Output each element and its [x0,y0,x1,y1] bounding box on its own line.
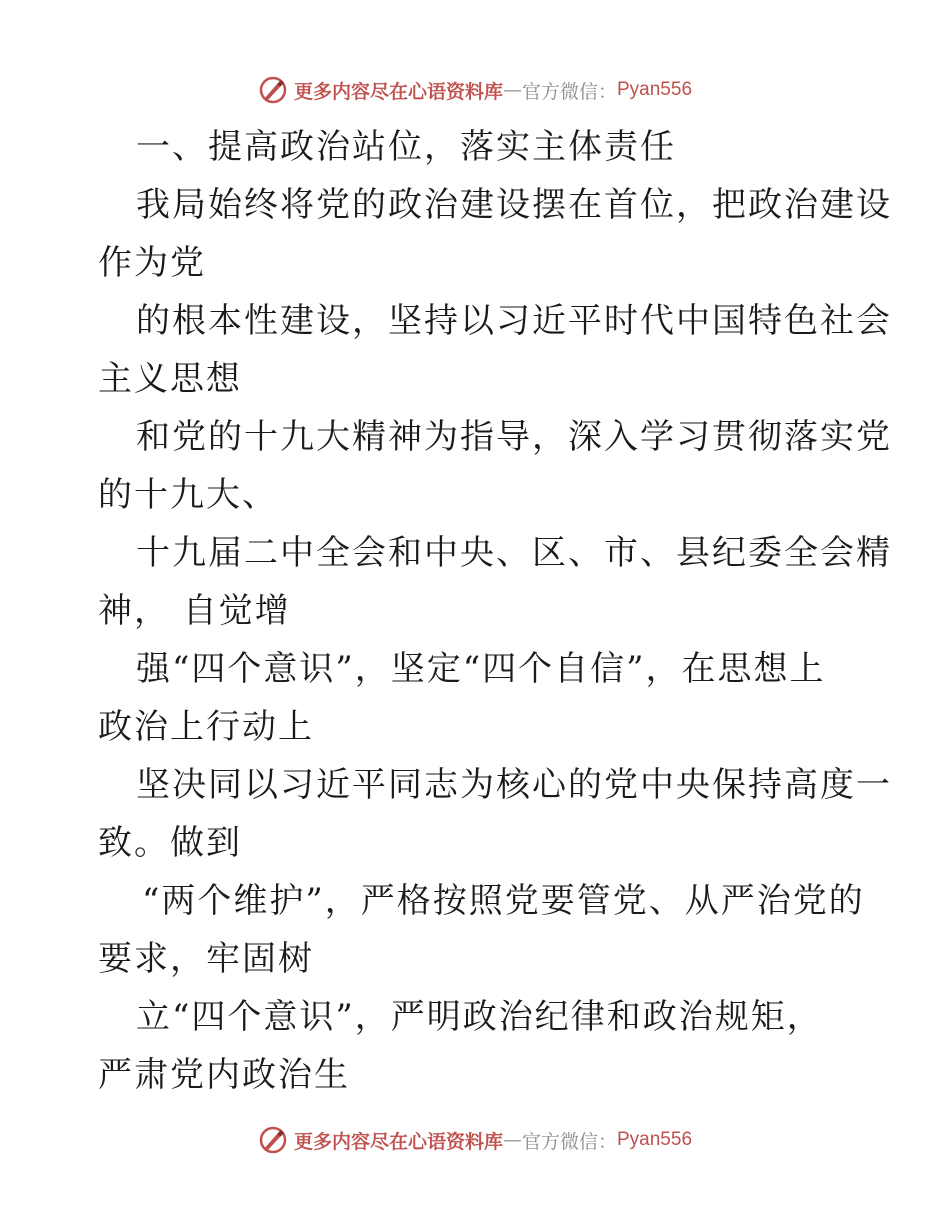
header-watermark [0,70,950,110]
paragraph-line: 的十九大、 [98,475,278,515]
paragraph-line: 我局始终将党的政治建设摆在首位，把政治建设 [136,185,892,225]
paragraph-line: 十九届二中全会和中央、区、市、县纪委全会精 [136,533,892,573]
paragraph-line: 神， 自觉增 [98,591,291,631]
watermark-label: 官方微信： [521,80,617,103]
watermark-wechat-id: Pyan556 [617,1129,693,1150]
watermark-label: 官方微信： [521,1130,617,1153]
paragraph-line: 严肃党内政治生 [98,1055,350,1095]
paragraph-line: 主义思想 [98,359,242,399]
watermark-dash: — [502,79,522,101]
footer-watermark [0,1120,950,1160]
section-heading: 一、提高政治站位，落实主体责任 [136,127,676,167]
pen-logo-icon [258,75,288,105]
watermark-site-text: 更多内容尽在心语资料库 [293,80,503,103]
paragraph-line: 作为党 [98,243,206,283]
paragraph-line: 的根本性建设，坚持以习近平时代中国特色社会 [136,301,892,341]
watermark-wechat-id: Pyan556 [617,79,693,100]
paragraph-line: 致。做到 [98,823,242,863]
paragraph-line: 政治上行动上 [98,707,314,747]
document-body [98,118,892,1104]
paragraph-line: 立“四个意识”，严明政治纪律和政治规矩， [136,997,823,1037]
paragraph-line: 和党的十九大精神为指导，深入学习贯彻落实党 [136,417,892,457]
pen-logo-icon [258,1125,288,1155]
paragraph-line: 要求，牢固树 [98,939,314,979]
paragraph-line: 坚决同以习近平同志为核心的党中央保持高度一 [136,765,892,805]
paragraph-line: 强“四个意识”，坚定“四个自信”，在思想上 [136,649,826,689]
watermark-site-text: 更多内容尽在心语资料库 [293,1130,503,1153]
paragraph-line: “两个维护”，严格按照党要管党、从严治党的 [142,881,865,921]
watermark-dash: — [502,1129,522,1151]
